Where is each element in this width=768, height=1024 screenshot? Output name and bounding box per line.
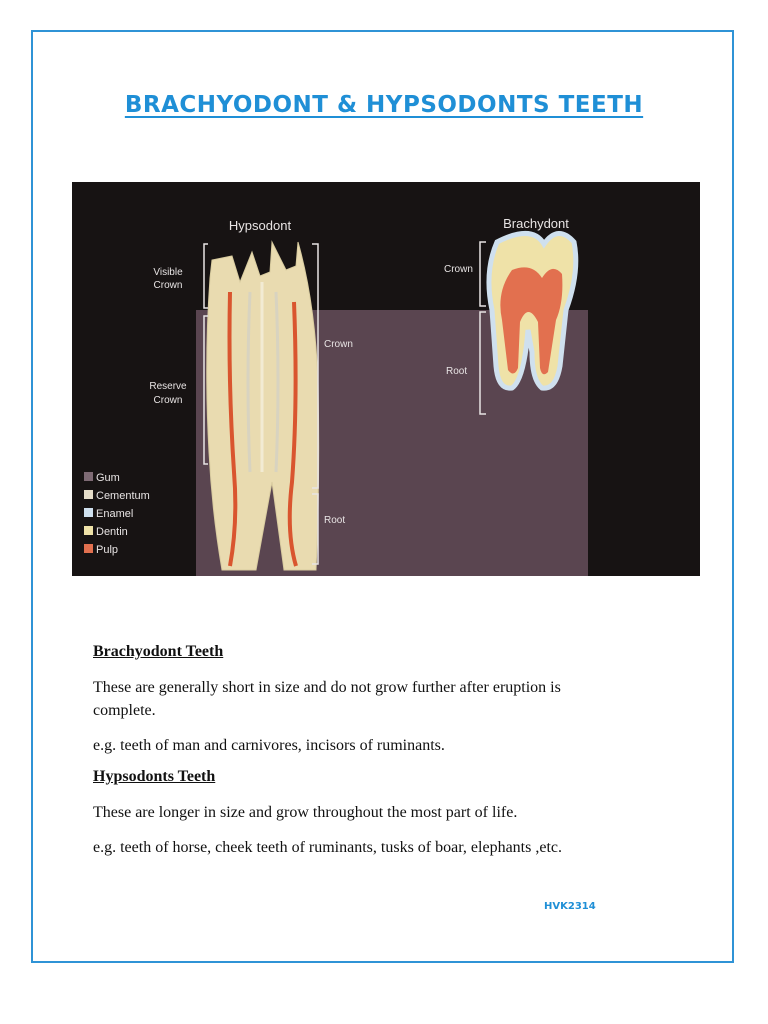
hypsodont-title: Hypsodont: [228, 218, 292, 233]
brachyodont-examples: e.g. teeth of man and carnivores, incisors of ruminants.: [93, 737, 445, 754]
hypsodonts-examples: e.g. teeth of horse, cheek teeth of ruminants, tusks of boar, elephants ,etc.: [93, 839, 562, 856]
teeth-diagram: [72, 182, 700, 576]
legend-swatch: [84, 544, 93, 553]
bra-root-label: Root: [446, 366, 468, 377]
brachyodont-heading: Brachyodont Teeth: [93, 643, 224, 660]
legend-label: Dentin: [96, 526, 128, 538]
teeth-diagram-svg: [72, 182, 700, 576]
footer-code: HVK2314: [544, 901, 596, 912]
visible-label-2: Crown: [153, 280, 183, 291]
legend-label: Gum: [96, 472, 120, 484]
reserve-label-2: Crown: [153, 395, 183, 406]
reserve-label-1: Reserve: [149, 381, 187, 392]
legend-label: Cementum: [96, 490, 150, 502]
legend-swatch: [84, 490, 93, 499]
legend-swatch: [84, 472, 93, 481]
legend: [84, 472, 150, 556]
legend-label: Pulp: [96, 544, 119, 556]
page-title: BRACHYODONT & HYPSODONTS TEETH: [124, 92, 644, 118]
bra-crown-label: Crown: [444, 264, 473, 275]
brachydont-title: Brachydont: [503, 216, 569, 231]
brachyodont-description: [93, 676, 673, 722]
legend-label: Enamel: [96, 508, 134, 520]
hyp-root-label: Root: [324, 515, 346, 526]
brachyodont-description-line1: These are generally short in size and do not grow further after eruption is: [93, 679, 561, 696]
hyp-crown-label: Crown: [324, 339, 353, 350]
hypsodonts-heading: Hypsodonts Teeth: [93, 768, 216, 785]
visible-label-1: Visible: [153, 267, 183, 278]
legend-swatch: [84, 508, 93, 517]
hypsodonts-description: These are longer in size and grow throughout the most part of life.: [93, 804, 518, 821]
hypsodont-tooth: [207, 242, 319, 570]
brachyodont-description-line2: complete.: [93, 702, 156, 719]
legend-swatch: [84, 526, 93, 535]
